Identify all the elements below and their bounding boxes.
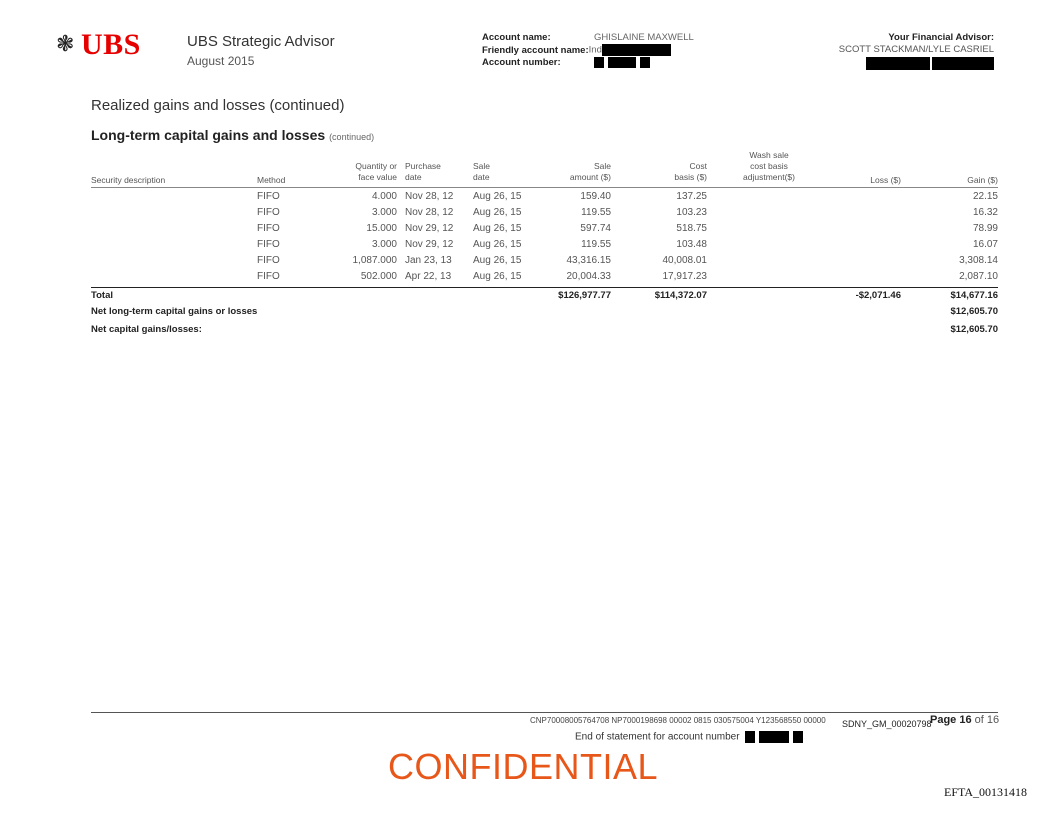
net-capital-label: Net capital gains/losses: — [91, 324, 202, 335]
cell-qty: 502.000 — [360, 271, 397, 282]
account-number-label: Account number: — [482, 56, 561, 68]
col-header-purchase-line2: date — [405, 172, 422, 182]
cell-qty: 15.000 — [366, 223, 397, 234]
sub-title — [91, 127, 374, 143]
cell-purchase: Nov 29, 12 — [405, 223, 454, 234]
friendly-name-value: Ind — [588, 44, 602, 56]
table-row — [91, 237, 998, 252]
ubs-keys-icon: ❃ — [56, 31, 75, 56]
col-header-purchase-line1: Purchase — [405, 161, 441, 171]
cell-method: FIFO — [257, 223, 280, 234]
col-header-sale-amount — [551, 161, 611, 183]
cell-method: FIFO — [257, 239, 280, 250]
cell-purchase: Nov 28, 12 — [405, 207, 454, 218]
col-header-quantity — [346, 161, 397, 183]
cell-gain: 22.15 — [972, 191, 998, 202]
cell-purchase: Nov 29, 12 — [405, 239, 454, 250]
cell-sale-date: Aug 26, 15 — [473, 223, 522, 234]
cell-sale-date: Aug 26, 15 — [473, 239, 522, 250]
redaction-box — [866, 57, 930, 70]
net-long-term-gain: $12,605.70 — [950, 306, 998, 317]
page-indicator — [930, 714, 999, 726]
page-label: Page — [930, 714, 957, 726]
cell-qty: 4.000 — [371, 191, 397, 202]
cell-qty: 3.000 — [371, 239, 397, 250]
col-header-security: Security description — [91, 175, 166, 185]
cell-purchase: Nov 28, 12 — [405, 191, 454, 202]
col-header-wash-sale — [731, 150, 807, 183]
cell-sale-amount: 119.55 — [581, 207, 611, 218]
cell-cost: 103.23 — [676, 207, 707, 218]
cell-gain: 78.99 — [972, 223, 998, 234]
col-header-cost-basis — [649, 161, 707, 183]
col-header-sale-amount-line2: amount ($) — [569, 172, 611, 182]
product-block — [187, 33, 335, 68]
ubs-logo: ❃ UBS — [56, 28, 141, 61]
footer-divider — [91, 712, 998, 713]
col-header-loss: Loss ($) — [870, 175, 901, 185]
cell-gain: 3,308.14 — [959, 255, 998, 266]
end-of-statement — [575, 731, 803, 743]
col-header-cost-line2: basis ($) — [674, 172, 707, 182]
col-header-cost-line1: Cost — [689, 161, 707, 171]
total-label: Total — [91, 290, 113, 301]
cell-gain: 2,087.10 — [959, 271, 998, 282]
cell-sale-amount: 20,004.33 — [566, 271, 611, 282]
cell-method: FIFO — [257, 271, 280, 282]
cell-sale-date: Aug 26, 15 — [473, 191, 522, 202]
cell-sale-date: Aug 26, 15 — [473, 255, 522, 266]
redaction-box — [602, 44, 671, 56]
redaction-box — [594, 57, 604, 68]
col-header-wash-line1: Wash sale — [749, 150, 789, 160]
table-row — [91, 253, 998, 268]
statement-codes: CNP70008005764708 NP7000198698 00002 0815 030575004 Y123568550 00000 — [530, 716, 826, 725]
total-row — [91, 290, 998, 305]
net-capital-gain: $12,605.70 — [950, 324, 998, 335]
page-of: of 16 — [974, 714, 1000, 726]
cell-sale-amount: 159.40 — [580, 191, 611, 202]
cell-gain: 16.32 — [972, 207, 998, 218]
table-row — [91, 205, 998, 220]
cell-sale-amount: 119.55 — [581, 239, 611, 250]
header-divider — [91, 187, 998, 188]
page-number: 16 — [959, 714, 972, 726]
end-of-statement-text: End of statement for account number — [575, 731, 740, 743]
redaction-box — [745, 731, 755, 743]
confidential-stamp: CONFIDENTIAL — [388, 746, 659, 787]
cell-qty: 3.000 — [371, 207, 397, 218]
cell-sale-date: Aug 26, 15 — [473, 207, 522, 218]
table-row — [91, 221, 998, 236]
cell-sale-amount: 43,316.15 — [566, 255, 611, 266]
section-title: Realized gains and losses (continued) — [91, 97, 345, 114]
col-header-quantity-line2: face value — [358, 172, 397, 182]
redaction-box — [932, 57, 994, 70]
cell-purchase: Apr 22, 13 — [405, 271, 452, 282]
redaction-box — [759, 731, 789, 743]
col-header-wash-line3: adjustment($) — [743, 172, 795, 182]
product-name: UBS Strategic Advisor — [187, 33, 335, 50]
col-header-sale-date-line1: Sale — [473, 161, 491, 171]
total-cost-basis: $114,372.07 — [654, 290, 707, 301]
advisor-names: SCOTT STACKMAN/LYLE CASRIEL — [838, 44, 994, 55]
account-name-value: GHISLAINE MAXWELL — [594, 32, 694, 43]
efta-number: EFTA_00131418 — [944, 785, 1028, 799]
cell-cost: 40,008.01 — [662, 255, 707, 266]
total-sale-amount: $126,977.77 — [558, 290, 611, 301]
redaction-box — [608, 57, 636, 68]
total-loss: -$2,071.46 — [855, 290, 901, 301]
friendly-name-label: Friendly account name: — [482, 44, 589, 56]
cell-cost: 103.48 — [676, 239, 707, 250]
cell-method: FIFO — [257, 255, 280, 266]
table-row — [91, 269, 998, 284]
redaction-box — [640, 57, 650, 68]
cell-cost: 137.25 — [676, 191, 707, 202]
cell-purchase: Jan 23, 13 — [405, 255, 452, 266]
cell-method: FIFO — [257, 207, 280, 218]
col-header-purchase-date — [405, 161, 441, 183]
net-capital-row — [91, 324, 998, 339]
col-header-sale-date-line2: date — [473, 172, 490, 182]
cell-qty: 1,087.000 — [352, 255, 397, 266]
col-header-sale-amount-line1: Sale — [593, 161, 611, 171]
cell-sale-date: Aug 26, 15 — [473, 271, 522, 282]
sub-title-text: Long-term capital gains and losses — [91, 127, 326, 143]
account-info — [482, 32, 694, 69]
cell-cost: 17,917.23 — [662, 271, 707, 282]
net-long-term-label: Net long-term capital gains or losses — [91, 306, 258, 317]
statement-period: August 2015 — [187, 54, 255, 68]
financial-advisor — [839, 32, 994, 70]
cell-gain: 16.07 — [972, 239, 998, 250]
table-row — [91, 189, 998, 204]
col-header-sale-date — [473, 161, 490, 183]
cell-cost: 518.75 — [676, 223, 707, 234]
net-long-term-row — [91, 306, 998, 321]
cell-method: FIFO — [257, 191, 280, 202]
col-header-gain: Gain ($) — [967, 175, 998, 185]
total-divider — [91, 287, 998, 288]
sub-title-continued: (continued) — [329, 132, 375, 142]
bates-number: SDNY_GM_00020798 — [842, 719, 932, 729]
col-header-method: Method — [257, 175, 286, 185]
col-header-quantity-line1: Quantity or — [355, 161, 397, 171]
col-header-wash-line2: cost basis — [750, 161, 788, 171]
advisor-label: Your Financial Advisor: — [888, 32, 994, 43]
account-name-label: Account name: — [482, 32, 551, 43]
cell-sale-amount: 597.74 — [580, 223, 611, 234]
total-gain: $14,677.16 — [950, 290, 998, 301]
redaction-box — [793, 731, 803, 743]
